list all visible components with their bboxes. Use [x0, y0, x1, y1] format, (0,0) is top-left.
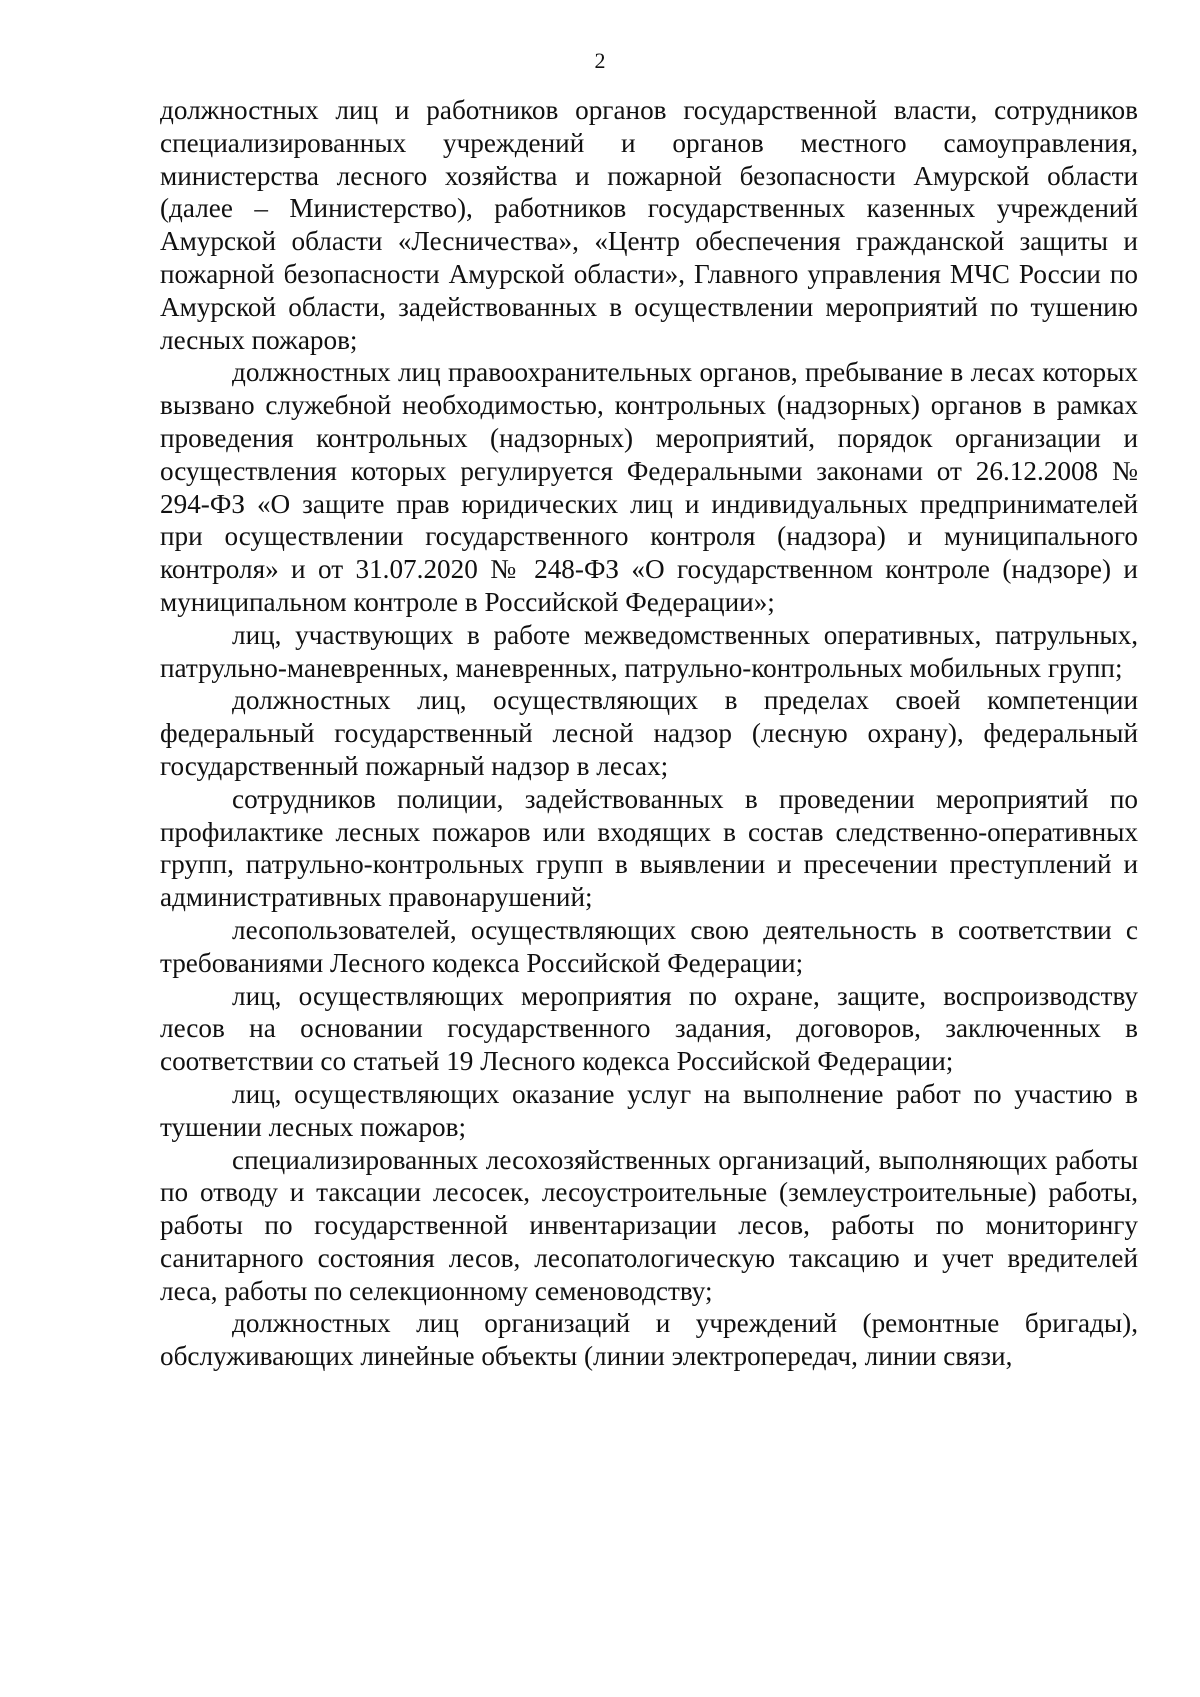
- paragraph-forest-users: лесопользователей, осуществляющих свою деятельность в соответствии с требованиями Лесного кодекса Российской Федерации;: [160, 914, 1138, 978]
- paragraph-forest-protection: лиц, осуществляющих мероприятия по охране, защите, воспроизводству лесов на основании государственного задания, договоров, заключенных в соответствии со статьей 19 Лесного кодекса Российской Федерации;: [160, 980, 1138, 1077]
- paragraph-law-enforcement: должностных лиц правоохранительных органов, пребывание в лесах которых вызвано служебной необходимостью, контрольных (надзорных) органов в рамках проведения контрольных (надзорных) мероприятий, порядок организации и осуществления которых регулируется Федеральными законами от 26.12.2008 № 294-ФЗ «О защите прав юридических лиц и индивидуальных предпринимателей при осуществлении государственного контроля (надзора) и муниципального контроля» и от 31.07.2020 № 248-ФЗ «О государственном контроле (надзоре) и муниципальном контроле в Российской Федерации»;: [160, 357, 1138, 617]
- paragraph-forest-supervision: должностных лиц, осуществляющих в пределах своей компетенции федеральный государственный лесной надзор (лесную охрану), федеральный государственный пожарный надзор в лесах;: [160, 685, 1138, 781]
- paragraph-firefighting-services: лиц, осуществляющих оказание услуг на выполнение работ по участию в тушении лесных пожаров;: [160, 1078, 1138, 1142]
- document-body: [160, 94, 1138, 1373]
- page-number: 2: [594, 48, 606, 73]
- paragraph-patrol-groups: лиц, участвующих в работе межведомственных оперативных, патрульных, патрульно-маневренных, маневренных, патрульно-контрольных мобильных групп;: [160, 619, 1138, 683]
- paragraph-officials-authorities: должностных лиц и работников органов государственной власти, сотрудников специализированных учреждений и органов местного самоуправления, министерства лесного хозяйства и пожарной безопасности Амурской области (далее – Министерство), работников государственных казенных учреждений Амурской области «Лесничества», «Центр обеспечения гражданской защиты и пожарной безопасности Амурской области», Главного управления МЧС России по Амурской области, задействованных в осуществлении мероприятий по тушению лесных пожаров;: [160, 95, 1138, 355]
- paragraph-forestry-organizations: специализированных лесохозяйственных организаций, выполняющих работы по отводу и таксации лесосек, лесоустроительные (землеустроительные) работы, работы по государственной инвентаризации лесов, работы по мониторингу санитарного состояния лесов, лесопатологическую таксацию и учет вредителей леса, работы по селекционному семеноводству;: [160, 1144, 1138, 1306]
- paragraph-repair-crews: должностных лиц организаций и учреждений (ремонтные бригады), обслуживающих линейные объекты (линии электропередач, линии связи,: [160, 1308, 1138, 1372]
- paragraph-police: сотрудников полиции, задействованных в проведении мероприятий по профилактике лесных пожаров или входящих в состав следственно-оперативных групп, патрульно-контрольных групп в выявлении и пресечении преступлений и административных правонарушений;: [160, 783, 1138, 913]
